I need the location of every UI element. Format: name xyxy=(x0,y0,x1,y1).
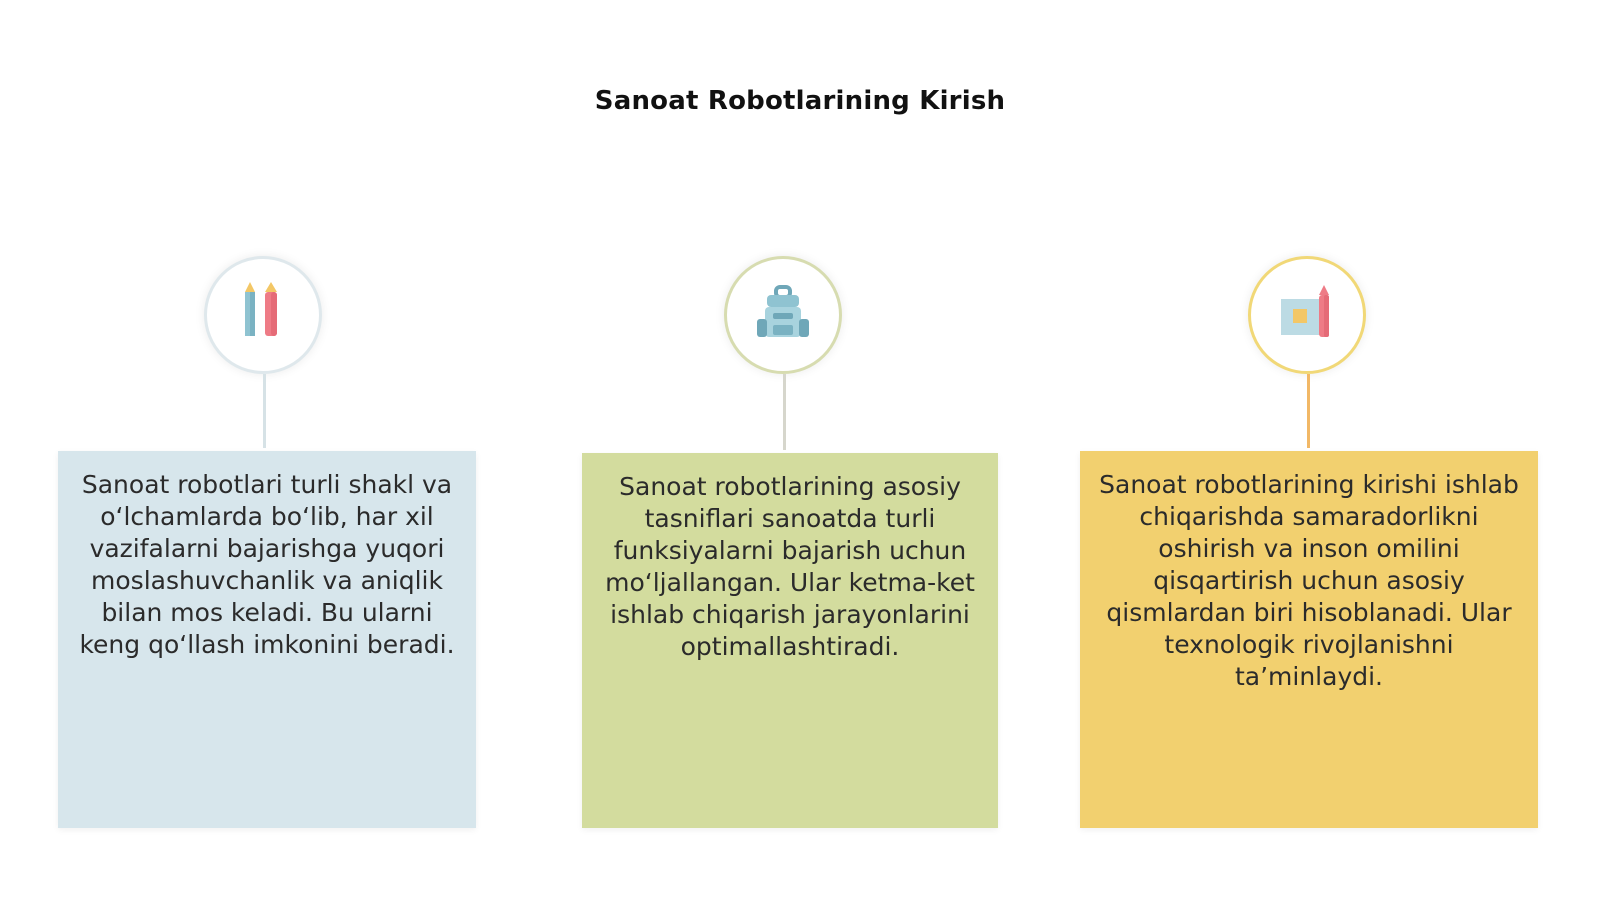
icon-circle-3 xyxy=(1248,256,1366,374)
page-title: Sanoat Robotlarining Kirish xyxy=(594,86,1006,116)
backpack-icon xyxy=(751,283,815,347)
info-card-3: Sanoat robotlarining kirishi ishlab chiqarishda samaradorlikni oshirish va inson omilini qisqartirish uchun asosiy qismlardan biri hisoblanadi. Ular texnologik rivojlanishni ta’minlaydi. xyxy=(1080,451,1538,828)
connector-line-3 xyxy=(1307,374,1310,448)
info-card-1: Sanoat robotlari turli shakl va o‘lchamlarda bo‘lib, har xil vazifalarni bajarishga yuqori moslashuvchanlik va aniqlik bilan mos keladi. Bu ularni keng qo‘llash imkonini beradi. xyxy=(58,451,476,828)
connector-line-1 xyxy=(263,374,266,448)
icon-circle-2 xyxy=(724,256,842,374)
drawing-board-icon xyxy=(1275,283,1339,347)
connector-line-2 xyxy=(783,374,786,450)
pencils-icon xyxy=(233,280,293,350)
icon-circle-1 xyxy=(204,256,322,374)
info-card-2: Sanoat robotlarining asosiy tasniflari sanoatda turli funksiyalarni bajarish uchun mo‘ljallangan. Ular ketma-ket ishlab chiqarish jarayonlarini optimallashtiradi. xyxy=(582,453,998,828)
